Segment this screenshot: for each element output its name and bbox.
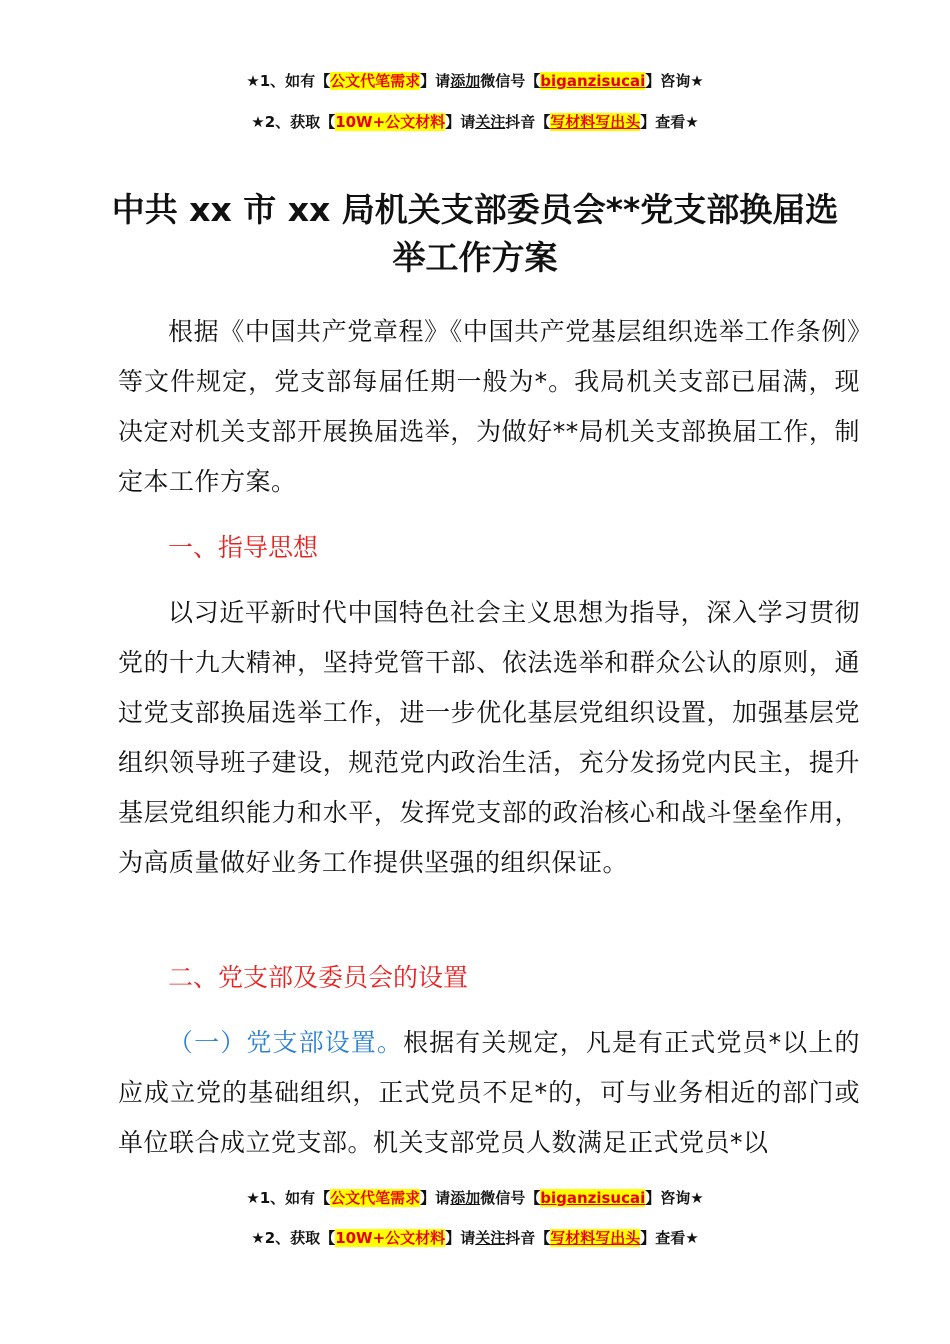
promo-line-bottom-2	[0, 1226, 950, 1250]
promo-suffix: 】咨询★	[645, 1189, 704, 1207]
promo-underline-text: 添加	[450, 1189, 481, 1207]
promo-highlight: 10W+公文材料	[335, 1229, 446, 1247]
intro-paragraph: 根据《中国共产党章程》《中国共产党基层组织选举工作条例》等文件规定，党支部每届任期一般为*。我局机关支部已届满，现决定对机关支部开展换届选举，为做好**局机关支部换届工作，制定本工作方案。	[118, 317, 860, 496]
sub-heading-branch-setup: （一）党支部设置。	[168, 1028, 404, 1057]
douyin-account-link[interactable]: 写材料写出头	[550, 113, 641, 131]
section-heading-guiding-ideology: 一、指导思想	[168, 533, 319, 562]
wechat-id-link[interactable]: biganzisucai	[540, 1189, 646, 1207]
promo-middle: 】请	[420, 72, 451, 90]
promo-highlight: 10W+公文材料	[335, 113, 446, 131]
document-title: 中共 xx 市 xx 局机关支部委员会**党支部换届选举工作方案	[111, 190, 839, 277]
promo-middle: 】请	[420, 1189, 451, 1207]
section-heading-branch-setup: 二、党支部及委员会的设置	[168, 963, 469, 992]
section-2-paragraph	[118, 1018, 860, 1168]
promo-suffix: 】查看★	[640, 1229, 699, 1247]
promo-line-top-1	[0, 69, 950, 93]
douyin-account-link[interactable]: 写材料写出头	[550, 1229, 641, 1247]
promo-highlight: 公文代笔需求	[330, 72, 421, 90]
promo-underline-text: 添加	[450, 72, 481, 90]
promo-highlight: 公文代笔需求	[330, 1189, 421, 1207]
promo-middle: 微信号【	[480, 72, 541, 90]
promo-middle: 抖音【	[505, 1229, 551, 1247]
wechat-id-link[interactable]: biganzisucai	[540, 72, 646, 90]
promo-middle: 抖音【	[505, 113, 551, 131]
promo-prefix: ★2、获取【	[251, 113, 336, 131]
promo-prefix: ★1、如有【	[246, 1189, 331, 1207]
section-2-text: 根据有关规定，凡是有正式党员*以上的应成立党的基础组织，正式党员不足*的，可与业务相近的部门或单位联合成立党支部。机关支部党员人数满足正式党员*以	[118, 1028, 860, 1157]
promo-suffix: 】查看★	[640, 113, 699, 131]
promo-middle: 】请	[445, 113, 476, 131]
promo-middle: 】请	[445, 1229, 476, 1247]
promo-middle: 微信号【	[480, 1189, 541, 1207]
promo-suffix: 】咨询★	[645, 72, 704, 90]
promo-underline-text: 关注	[475, 1229, 506, 1247]
promo-prefix: ★1、如有【	[246, 72, 331, 90]
promo-line-bottom-1	[0, 1186, 950, 1210]
promo-prefix: ★2、获取【	[251, 1229, 336, 1247]
promo-line-top-2	[0, 110, 950, 134]
section-1-paragraph: 以习近平新时代中国特色社会主义思想为指导，深入学习贯彻党的十九大精神，坚持党管干部、依法选举和群众公认的原则，通过党支部换届选举工作，进一步优化基层党组织设置，加强基层党组织领导班子建设，规范党内政治生活，充分发扬党内民主，提升基层党组织能力和水平，发挥党支部的政治核心和战斗堡垒作用，为高质量做好业务工作提供坚强的组织保证。	[118, 598, 860, 877]
promo-underline-text: 关注	[475, 113, 506, 131]
